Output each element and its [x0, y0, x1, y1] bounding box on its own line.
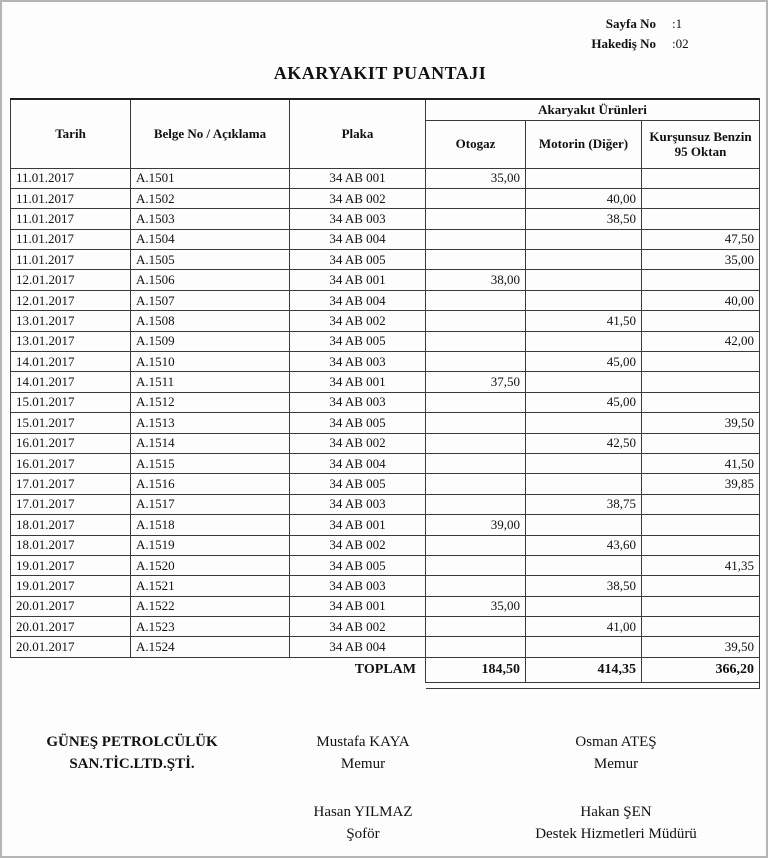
- signature-person2: [506, 731, 726, 775]
- cell-kursunsuz: [642, 494, 760, 514]
- table-row: [11, 311, 760, 331]
- table-row: [11, 372, 760, 392]
- signer-name: Mustafa KAYA: [316, 734, 410, 750]
- cell-tarih: 17.01.2017: [11, 474, 131, 494]
- signer-name: Hakan ŞEN: [580, 804, 652, 820]
- cell-tarih: 19.01.2017: [11, 576, 131, 596]
- cell-otogaz: 37,50: [426, 372, 526, 392]
- cell-plaka: 34 AB 001: [290, 372, 426, 392]
- signer-role: Destek Hizmetleri Müdürü: [535, 826, 697, 842]
- cell-kursunsuz: [642, 168, 760, 188]
- cell-kursunsuz: 39,85: [642, 474, 760, 494]
- total-row: [11, 657, 760, 682]
- signature-company: [10, 731, 254, 775]
- cell-belge: A.1511: [131, 372, 290, 392]
- cell-plaka: 34 AB 003: [290, 209, 426, 229]
- cell-motorin: 38,50: [526, 209, 642, 229]
- cell-plaka: 34 AB 002: [290, 311, 426, 331]
- cell-belge: A.1520: [131, 555, 290, 575]
- cell-otogaz: [426, 433, 526, 453]
- cell-motorin: 43,60: [526, 535, 642, 555]
- cell-otogaz: [426, 229, 526, 249]
- cell-tarih: 11.01.2017: [11, 188, 131, 208]
- signer-role: Memur: [593, 756, 639, 772]
- table-header-group-row: [11, 99, 760, 120]
- cell-motorin: [526, 250, 642, 270]
- cell-tarih: 17.01.2017: [11, 494, 131, 514]
- cell-tarih: 16.01.2017: [11, 433, 131, 453]
- cell-otogaz: [426, 453, 526, 473]
- cell-tarih: 12.01.2017: [11, 290, 131, 310]
- cell-tarih: 16.01.2017: [11, 453, 131, 473]
- table-row: [11, 637, 760, 657]
- cell-motorin: 45,00: [526, 352, 642, 372]
- cell-kursunsuz: 35,00: [642, 250, 760, 270]
- table-row: [11, 352, 760, 372]
- table-row: [11, 596, 760, 616]
- cell-plaka: 34 AB 003: [290, 392, 426, 412]
- progress-payment-label: Hakediş No: [591, 36, 656, 51]
- cell-belge: A.1508: [131, 311, 290, 331]
- cell-plaka: 34 AB 001: [290, 596, 426, 616]
- cell-belge: A.1505: [131, 250, 290, 270]
- signature-person1: [253, 731, 473, 775]
- cell-motorin: [526, 331, 642, 351]
- cell-plaka: 34 AB 001: [290, 168, 426, 188]
- cell-otogaz: [426, 617, 526, 637]
- cell-plaka: 34 AB 005: [290, 555, 426, 575]
- cell-kursunsuz: 47,50: [642, 229, 760, 249]
- cell-motorin: 41,50: [526, 311, 642, 331]
- cell-otogaz: [426, 188, 526, 208]
- cell-otogaz: 38,00: [426, 270, 526, 290]
- cell-otogaz: [426, 311, 526, 331]
- cell-belge: A.1509: [131, 331, 290, 351]
- cell-kursunsuz: 40,00: [642, 290, 760, 310]
- cell-otogaz: [426, 555, 526, 575]
- cell-motorin: [526, 474, 642, 494]
- cell-plaka: 34 AB 004: [290, 637, 426, 657]
- cell-tarih: 19.01.2017: [11, 555, 131, 575]
- cell-otogaz: [426, 474, 526, 494]
- page-meta: [560, 14, 716, 54]
- cell-otogaz: 35,00: [426, 168, 526, 188]
- cell-motorin: [526, 290, 642, 310]
- cell-otogaz: [426, 494, 526, 514]
- table-row: [11, 555, 760, 575]
- cell-plaka: 34 AB 002: [290, 433, 426, 453]
- cell-plaka: 34 AB 003: [290, 576, 426, 596]
- cell-otogaz: [426, 576, 526, 596]
- cell-plaka: 34 AB 004: [290, 453, 426, 473]
- page-number-label: Sayfa No: [605, 16, 656, 31]
- col-header-motorin: Motorin (Diğer): [526, 120, 642, 168]
- total-underline: [642, 682, 760, 688]
- cell-otogaz: [426, 331, 526, 351]
- cell-otogaz: [426, 290, 526, 310]
- cell-belge: A.1519: [131, 535, 290, 555]
- cell-plaka: 34 AB 004: [290, 229, 426, 249]
- table-row: [11, 270, 760, 290]
- cell-motorin: 41,00: [526, 617, 642, 637]
- table-row: [11, 576, 760, 596]
- cell-plaka: 34 AB 005: [290, 413, 426, 433]
- cell-kursunsuz: [642, 535, 760, 555]
- cell-plaka: 34 AB 002: [290, 535, 426, 555]
- cell-belge: A.1506: [131, 270, 290, 290]
- cell-belge: A.1515: [131, 453, 290, 473]
- cell-tarih: 20.01.2017: [11, 596, 131, 616]
- cell-belge: A.1501: [131, 168, 290, 188]
- cell-plaka: 34 AB 002: [290, 617, 426, 637]
- total-underline-row: [11, 682, 760, 688]
- fuel-score-table: [10, 98, 760, 689]
- cell-belge: A.1524: [131, 637, 290, 657]
- cell-otogaz: [426, 392, 526, 412]
- cell-kursunsuz: [642, 209, 760, 229]
- cell-motorin: 38,50: [526, 576, 642, 596]
- col-header-otogaz: Otogaz: [426, 120, 526, 168]
- cell-tarih: 11.01.2017: [11, 209, 131, 229]
- cell-plaka: 34 AB 005: [290, 474, 426, 494]
- cell-otogaz: [426, 413, 526, 433]
- total-underline-spacer: [11, 682, 426, 688]
- cell-motorin: [526, 515, 642, 535]
- table-row: [11, 290, 760, 310]
- cell-motorin: [526, 168, 642, 188]
- cell-tarih: 20.01.2017: [11, 637, 131, 657]
- cell-plaka: 34 AB 001: [290, 270, 426, 290]
- cell-belge: A.1503: [131, 209, 290, 229]
- cell-tarih: 13.01.2017: [11, 311, 131, 331]
- cell-belge: A.1516: [131, 474, 290, 494]
- cell-tarih: 15.01.2017: [11, 413, 131, 433]
- cell-kursunsuz: [642, 576, 760, 596]
- cell-tarih: 11.01.2017: [11, 168, 131, 188]
- cell-otogaz: [426, 209, 526, 229]
- col-header-belge: Belge No / Açıklama: [131, 99, 290, 168]
- table-row: [11, 433, 760, 453]
- cell-tarih: 11.01.2017: [11, 250, 131, 270]
- cell-tarih: 12.01.2017: [11, 270, 131, 290]
- cell-motorin: [526, 372, 642, 392]
- total-kursunsuz: 366,20: [642, 657, 760, 682]
- table-row: [11, 494, 760, 514]
- table-row: [11, 209, 760, 229]
- cell-kursunsuz: [642, 392, 760, 412]
- cell-motorin: [526, 596, 642, 616]
- total-label: TOPLAM: [354, 662, 416, 678]
- table-row: [11, 474, 760, 494]
- signer-role: Memur: [340, 756, 386, 772]
- table-row: [11, 331, 760, 351]
- cell-kursunsuz: 41,50: [642, 453, 760, 473]
- cell-motorin: 42,50: [526, 433, 642, 453]
- cell-motorin: 38,75: [526, 494, 642, 514]
- total-motorin: 414,35: [526, 657, 642, 682]
- signer-name: Hasan YILMAZ: [313, 804, 413, 820]
- cell-belge: A.1512: [131, 392, 290, 412]
- cell-plaka: 34 AB 001: [290, 515, 426, 535]
- total-underline: [426, 682, 526, 688]
- cell-otogaz: [426, 250, 526, 270]
- table-row: [11, 617, 760, 637]
- cell-motorin: [526, 555, 642, 575]
- col-header-group-products: Akaryakıt Ürünleri: [426, 99, 760, 120]
- col-header-tarih: Tarih: [11, 99, 131, 168]
- table-row: [11, 413, 760, 433]
- cell-tarih: 18.01.2017: [11, 515, 131, 535]
- table-row: [11, 535, 760, 555]
- cell-tarih: 15.01.2017: [11, 392, 131, 412]
- cell-kursunsuz: [642, 617, 760, 637]
- cell-kursunsuz: [642, 433, 760, 453]
- cell-belge: A.1517: [131, 494, 290, 514]
- signature-person3: [253, 801, 473, 845]
- cell-plaka: 34 AB 003: [290, 352, 426, 372]
- cell-kursunsuz: 39,50: [642, 637, 760, 657]
- cell-kursunsuz: 41,35: [642, 555, 760, 575]
- cell-motorin: [526, 453, 642, 473]
- cell-kursunsuz: [642, 372, 760, 392]
- cell-kursunsuz: [642, 352, 760, 372]
- page-number-row: [560, 14, 716, 34]
- cell-kursunsuz: [642, 311, 760, 331]
- company-name-line1: GÜNEŞ PETROLCÜLÜK: [46, 734, 218, 750]
- cell-motorin: [526, 229, 642, 249]
- cell-belge: A.1518: [131, 515, 290, 535]
- page-number-value: :1: [672, 16, 683, 31]
- cell-kursunsuz: [642, 515, 760, 535]
- col-header-kursunsuz: Kurşunsuz Benzin 95 Oktan: [642, 120, 760, 168]
- cell-motorin: 45,00: [526, 392, 642, 412]
- cell-belge: A.1521: [131, 576, 290, 596]
- cell-belge: A.1513: [131, 413, 290, 433]
- cell-motorin: [526, 637, 642, 657]
- cell-kursunsuz: [642, 188, 760, 208]
- signer-role: Şoför: [346, 826, 380, 842]
- cell-belge: A.1507: [131, 290, 290, 310]
- total-underline: [526, 682, 642, 688]
- table-row: [11, 168, 760, 188]
- col-header-plaka: Plaka: [290, 99, 426, 168]
- progress-payment-value: :02: [672, 36, 689, 51]
- progress-payment-row: [560, 34, 716, 54]
- cell-belge: A.1523: [131, 617, 290, 637]
- cell-tarih: 13.01.2017: [11, 331, 131, 351]
- cell-motorin: [526, 270, 642, 290]
- table-row: [11, 250, 760, 270]
- table-row: [11, 229, 760, 249]
- cell-kursunsuz: [642, 270, 760, 290]
- cell-belge: A.1504: [131, 229, 290, 249]
- cell-otogaz: [426, 637, 526, 657]
- cell-plaka: 34 AB 004: [290, 290, 426, 310]
- cell-plaka: 34 AB 005: [290, 250, 426, 270]
- cell-motorin: 40,00: [526, 188, 642, 208]
- cell-otogaz: [426, 535, 526, 555]
- cell-tarih: 18.01.2017: [11, 535, 131, 555]
- cell-belge: A.1502: [131, 188, 290, 208]
- cell-plaka: 34 AB 002: [290, 188, 426, 208]
- cell-tarih: 20.01.2017: [11, 617, 131, 637]
- cell-motorin: [526, 413, 642, 433]
- cell-otogaz: 35,00: [426, 596, 526, 616]
- cell-belge: A.1514: [131, 433, 290, 453]
- cell-otogaz: [426, 352, 526, 372]
- cell-kursunsuz: [642, 596, 760, 616]
- cell-tarih: 14.01.2017: [11, 372, 131, 392]
- table-row: [11, 392, 760, 412]
- cell-kursunsuz: 42,00: [642, 331, 760, 351]
- total-otogaz: 184,50: [426, 657, 526, 682]
- cell-belge: A.1510: [131, 352, 290, 372]
- cell-tarih: 11.01.2017: [11, 229, 131, 249]
- cell-otogaz: 39,00: [426, 515, 526, 535]
- table-row: [11, 515, 760, 535]
- cell-kursunsuz: 39,50: [642, 413, 760, 433]
- cell-plaka: 34 AB 003: [290, 494, 426, 514]
- company-name-line2: SAN.TİC.LTD.ŞTİ.: [69, 756, 195, 772]
- signer-name: Osman ATEŞ: [575, 734, 657, 750]
- cell-tarih: 14.01.2017: [11, 352, 131, 372]
- cell-plaka: 34 AB 005: [290, 331, 426, 351]
- signature-person4: [462, 801, 768, 845]
- page-title: AKARYAKIT PUANTAJI: [273, 63, 487, 83]
- table-row: [11, 453, 760, 473]
- table-row: [11, 188, 760, 208]
- cell-belge: A.1522: [131, 596, 290, 616]
